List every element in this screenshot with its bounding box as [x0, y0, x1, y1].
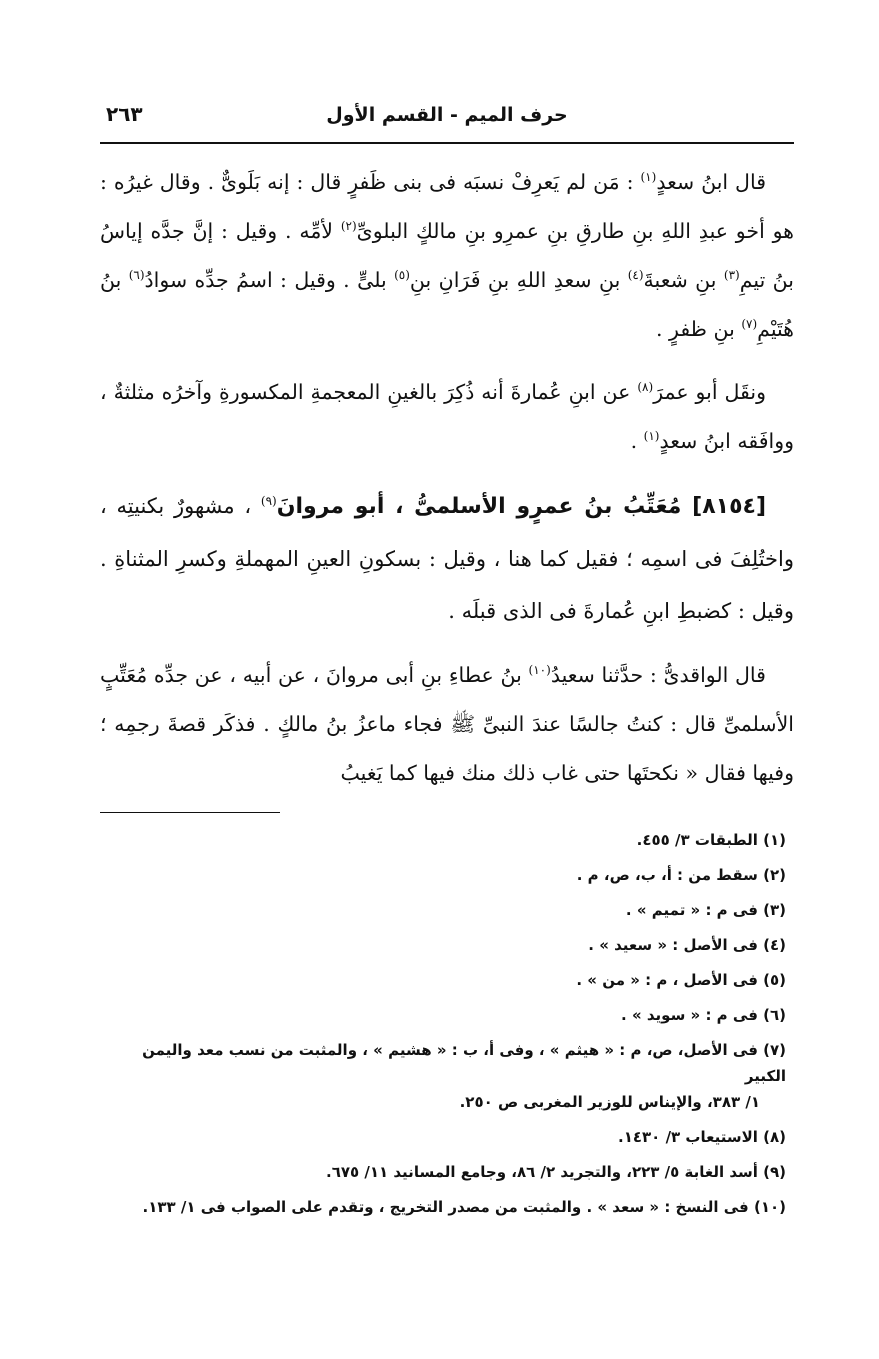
footnote-9: (٩) أسد الغابة ٥/ ٢٢٣، والتجريد ٢/ ٨٦، وجامع المسانيد ١١/ ٦٧٥. — [325, 1163, 786, 1181]
paragraph-1: قال ابنُ سعدٍ$^{(١)}$ : مَن لم يَعرِفْ نسبَه فى بنى ظَفرٍ قال : إنه بَلَوىٌّ . وقال غيرُه : هو أخو عبدِ اللهِ بنِ طارقِ بنِ عمرِو بنِ مالكٍ البلوىِّ$^{(٢)}$ لأمِّه . وقيل : إنَّ جدَّه إياسُ بنُ تيمِ$^{(٣)}$ بنِ شعبةَ$^{(٤)}$ بنِ سعدِ اللهِ بنِ فَرَانِ بنِ$^{(٥)}$ بلىٍّ . وقيل : اسمُ جدِّه سوادُ$^{(٦)}$ بنُ هُتَيْمِ$^{(٧)}$ بنِ ظفرٍ . — [100, 170, 794, 341]
footnote-ref: (٤) — [627, 268, 644, 283]
footnote-ref: (٦) — [128, 268, 145, 283]
footnote-7: (٧) فى الأصل، ص، م : « هيثم » ، وفى أ، ب : « هشيم » ، والمثبت من نسب معد واليمن الكبير ١/ ٣٨٣، والإيناس للوزير المغربى ص ٢٥٠. — [100, 1037, 794, 1115]
footnote-1: (١) الطبقات ٣/ ٤٥٥. — [636, 831, 786, 849]
footnote-ref: (٨) — [637, 380, 654, 395]
main-text — [100, 158, 794, 798]
biography-entry: [٨١٥٤] مُعَتِّبُ بنُ عمرٍو الأسلمىُّ ، أبو مروانَ$^{(٩)}$ ، مشهورٌ بكنيتِه ، واختُلِفَ فى اسمِه ؛ فقيل كما هنا ، وقيل : بسكونِ العينِ المهملةِ وكسرِ المثناةِ . وقيل : كضبطِ ابنِ عُمارةَ فى الذى قبلَه . — [100, 494, 794, 623]
footnote-5: (٥) فى الأصل ، م : « من » . — [576, 971, 786, 989]
page-header — [100, 100, 794, 144]
footnote-ref: (١٠) — [528, 663, 551, 678]
footnote-2: (٢) سقط من : أ، ب، ص، م . — [576, 866, 786, 884]
footnotes — [100, 827, 794, 1220]
running-title: حرف الميم - القسم الأول — [326, 104, 568, 126]
entry-name: مُعَتِّبُ بنُ عمرٍو الأسلمىُّ ، أبو مروانَ — [276, 494, 693, 519]
footnote-ref: (١) — [640, 170, 657, 185]
paragraph-2: ونقَل أبو عمرَ$^{(٨)}$ عن ابنِ عُمارةَ أنه ذُكِرَ بالغينِ المعجمةِ المكسورةِ وآخرُه مثلثةٌ ، ووافَقه ابنُ سعدٍ$^{(١)}$ . — [100, 380, 794, 453]
footnote-8: (٨) الاستيعاب ٣/ ١٤٣٠. — [618, 1128, 786, 1146]
footnote-ref: (٢) — [340, 219, 357, 234]
footnote-separator — [100, 812, 280, 813]
footnote-6: (٦) فى م : « سويد » . — [621, 1006, 786, 1024]
page-number: ٢٦٣ — [106, 102, 143, 126]
footnote-ref: (٥) — [394, 268, 410, 283]
footnote-ref: (٣) — [723, 268, 740, 283]
footnote-4: (٤) فى الأصل : « سعيد » . — [588, 936, 786, 954]
footnote-3: (٣) فى م : « تميم » . — [625, 901, 786, 919]
document-page — [100, 100, 794, 1280]
footnote-ref: (٧) — [741, 317, 758, 332]
footnote-ref: (٩) — [260, 494, 277, 508]
footnote-10: (١٠) فى النسخ : « سعد » . والمثبت من مصدر التخريج ، وتقدم على الصواب فى ١/ ١٣٣. — [142, 1198, 786, 1216]
footnote-ref: (١) — [643, 429, 660, 444]
entry-number: [٨١٥٤] — [692, 494, 766, 519]
footnote-7-continuation: ١/ ٣٨٣، والإيناس للوزير المغربى ص ٢٥٠. — [459, 1093, 760, 1111]
paragraph-3: قال الواقدىُّ : حدَّثنا سعيدُ$^{(١٠)}$ بنُ عطاءِ بنِ أبى مروانَ ، عن أبيه ، عن جدِّه مُعَتِّبٍ الأسلمىِّ قال : كنتُ جالسًا عندَ النبىِّ ﷺ فجاء ماعزُ بنُ مالكٍ . فذكَر قصةَ رجمِه ؛ وفيها فقال « نكحتَها حتى غاب ذلك منك فيها كما يَغيبُ — [100, 663, 794, 785]
